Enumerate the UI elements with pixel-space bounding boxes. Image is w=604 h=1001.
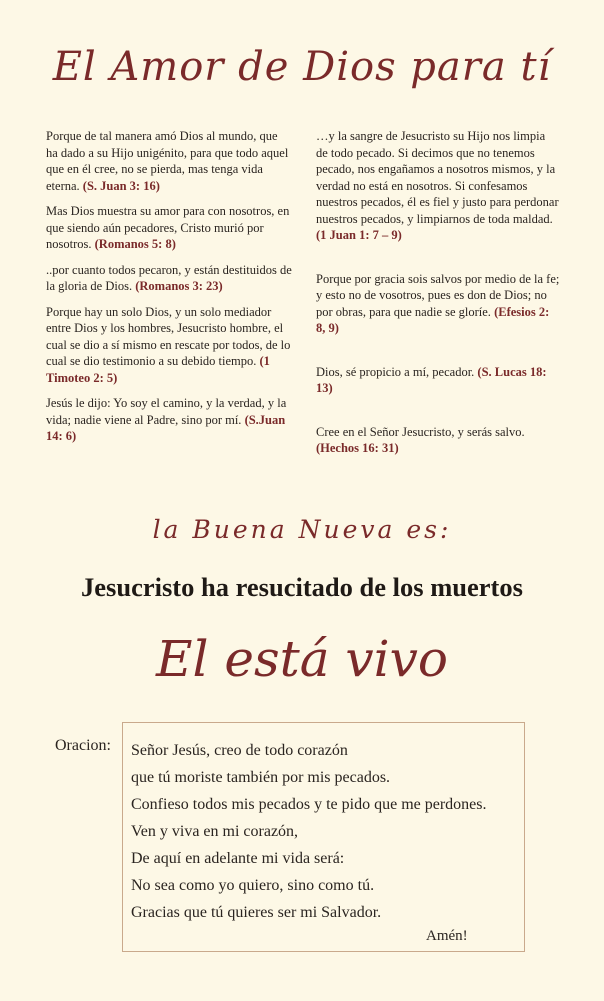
big-statement: El está vivo xyxy=(155,630,449,688)
verse-reference: (1 Juan 1: 7 – 9) xyxy=(316,228,402,242)
prayer-line: Gracias que tú quieres ser mi Salvador. xyxy=(131,904,382,921)
verse-reference: (S. Lucas 18: 13) xyxy=(316,364,547,395)
amen-text: Amén! xyxy=(426,928,468,944)
verse-juan-14-6: Jesús le dijo: Yo soy el camino, y la verdad, y la vida; nadie viene al Padre, sino por mí. (S.Juan 14: 6) xyxy=(46,396,287,443)
page-title: El Amor de Dios para tí xyxy=(52,44,552,90)
prayer-line: De aquí en adelante mi vida será: xyxy=(131,850,345,867)
verse-timoteo-2-5: Porque hay un solo Dios, y un solo mediador entre Dios y los hombres, Jesucristo hombre, el cual se dio a sí mismo en rescate por todos, de lo cual se dio testimonio a su debido tiempo. (1 Timoteo 2: 5) xyxy=(46,304,291,385)
left-verse-column xyxy=(46,128,292,445)
prayer-line: No sea como yo quiero, sino como tú. xyxy=(131,877,375,894)
verse-reference: (S.Juan 14: 6) xyxy=(46,412,286,443)
headline: Jesucristo ha resucitado de los muertos xyxy=(81,572,523,602)
verse-romanos-5-8: Mas Dios muestra su amor para con nosotros, en que siendo aún pecadores, Cristo murió por nosotros. (Romanos 5: 8) xyxy=(46,204,290,251)
verse-reference: (Romanos 5: 8) xyxy=(94,237,176,251)
verse-lucas-18-13: Dios, sé propicio a mí, pecador. (S. Lucas 18: 13) xyxy=(316,364,547,395)
verse-reference: (Romanos 3: 23) xyxy=(135,279,223,293)
verse-romanos-3-23: ..por cuanto todos pecaron, y están destituidos de la gloria de Dios. (Romanos 3: 23) xyxy=(46,262,292,293)
prayer-label: Oracion: xyxy=(55,737,111,754)
prayer-line: Señor Jesús, creo de todo corazón xyxy=(131,742,348,759)
verse-juan-3-16: Porque de tal manera amó Dios al mundo, que ha dado a su Hijo unigénito, para que todo aquel que en él cree, no se pierda, mas tenga vida eterna. (S. Juan 3: 16) xyxy=(46,129,289,193)
prayer-line: que tú moriste también por mis pecados. xyxy=(131,769,391,786)
prayer-line: Confieso todos mis pecados y te pido que me perdones. xyxy=(131,796,487,813)
verse-1-juan-1-7: …y la sangre de Jesucristo su Hijo nos limpia de todo pecado. Si decimos que no tenemos pecado, nos engañamos a nosotros mismos, y la verdad no está en nosotros. Si confesamos nuestros pecados, él es fiel y justo para perdonar nuestros pecados, y limpiarnos de toda maldad. (1 Juan 1: 7 – 9) xyxy=(316,129,559,242)
verse-reference: (Hechos 16: 31) xyxy=(316,441,399,455)
verse-efesios-2-8: Porque por gracia sois salvos por medio de la fe; y esto no de vosotros, pues es don de Dios; no por obras, para que nadie se gloríe. (Efesios 2: 8, 9) xyxy=(316,271,560,335)
prayer-line: Ven y viva en mi corazón, xyxy=(131,823,299,840)
verse-hechos-16-31: Cree en el Señor Jesucristo, y serás salvo. (Hechos 16: 31) xyxy=(316,424,525,455)
prayer-text xyxy=(131,737,487,926)
verse-reference: (Efesios 2: 8, 9) xyxy=(316,304,550,335)
verse-reference: (S. Juan 3: 16) xyxy=(82,178,160,193)
verse-reference: (1 Timoteo 2: 5) xyxy=(46,354,270,385)
right-verse-column xyxy=(316,128,560,457)
good-news-subtitle: la Buena Nueva es: xyxy=(152,515,452,544)
